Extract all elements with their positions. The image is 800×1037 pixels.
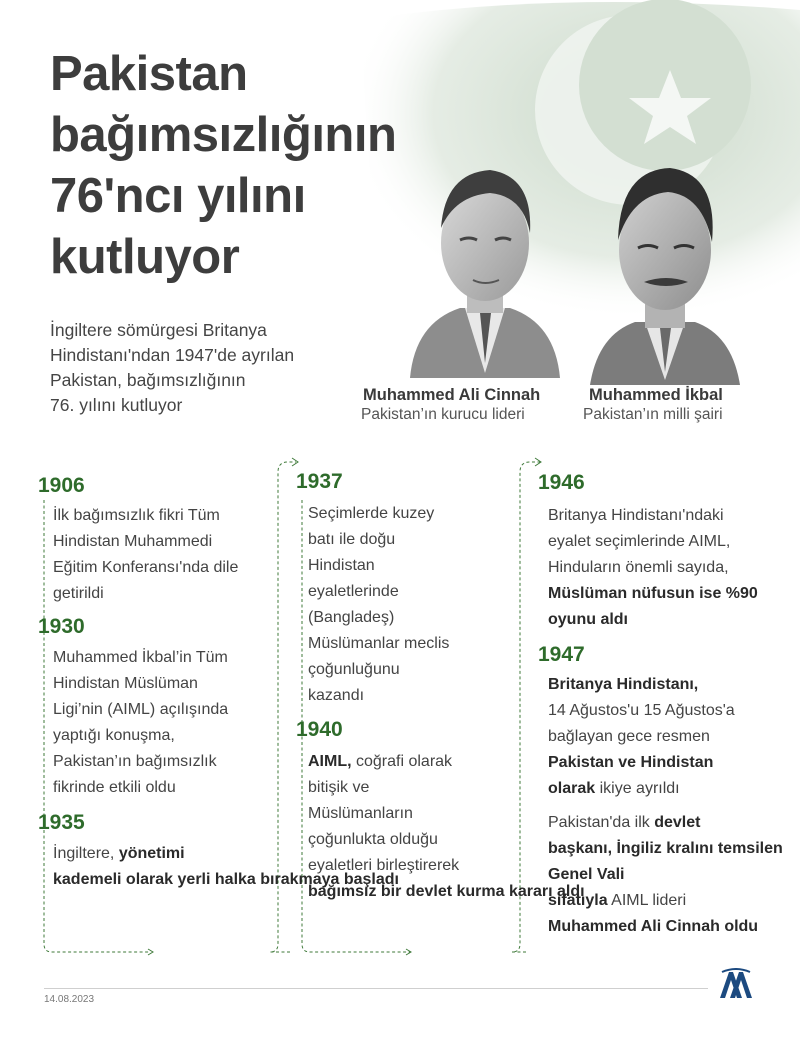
person-name-cinnah: Muhammed Ali Cinnah [363,386,541,404]
year-1935: 1935 [38,811,85,834]
event-1940-text: AIML, coğrafi olarak bitişik ve Müslümanların çoğunlukta olduğu eyaletleri birleştirerek bağımsız bir devlet kurma kararı aldı [308,753,585,900]
event-1937-text: Seçimlerde kuzey batı ile doğu Hindistan eyaletlerinde (Bangladeş) Müslümanlar meclis çoğunluğunu kazandı [308,505,450,704]
event-1946-text: Britanya Hindistanı'ndaki eyalet seçimlerinde AIML, Hinduların önemli sayıda, Müslüman nüfusun ise %90 oyunu aldı [548,507,758,628]
event-1930-text: Muhammed İkbal’in Tüm Hindistan Müslüman Ligi’nin (AIML) açılışında yaptığı konuşma, Pakistan’ın bağımsızlık fikrinde etkili oldu [53,649,229,796]
year-1930: 1930 [38,615,85,638]
year-1906: 1906 [38,474,85,497]
portrait-cinnah [405,148,565,378]
event-1906-text: İlk bağımsızlık fikri Tüm Hindistan Muhammedi Eğitim Konferansı'nda dile getirildi [53,507,239,602]
footer-divider [44,988,708,989]
publish-date: 14.08.2023 [44,994,95,1005]
year-1937: 1937 [296,470,343,493]
event-1935-text: İngiltere, yönetimi kademeli olarak yerli halka bırakmaya başladı [53,845,399,888]
event-1947-text: Britanya Hindistanı, 14 Ağustos'u 15 Ağustos'a bağlayan gece resmen Pakistan ve Hindistan olarak ikiye ayrıldı [548,676,735,797]
subtitle: İngiltere sömürgesi Britanya Hindistanı'ndan 1947'de ayrılan Pakistan, bağımsızlığının 76. yılını kutluyor [50,320,295,415]
event-1947-cinnah-text: Pakistan'da ilk devlet başkanı, İngiliz kralını temsilen Genel Vali sıfatıyla AIML lideri Muhammed Ali Cinnah oldu [548,814,783,935]
aa-logo-icon [718,968,754,1000]
person-role-ikbal: Pakistan’ın milli şairi [583,406,723,423]
year-1947: 1947 [538,643,585,666]
year-1940: 1940 [296,718,343,741]
year-1946: 1946 [538,471,585,494]
person-name-ikbal: Muhammed İkbal [589,386,723,404]
page-title: Pakistan bağımsızlığının 76'ncı yılını kutluyor [50,47,397,284]
portrait-ikbal [590,150,740,385]
person-role-cinnah: Pakistan’ın kurucu lideri [361,406,525,423]
